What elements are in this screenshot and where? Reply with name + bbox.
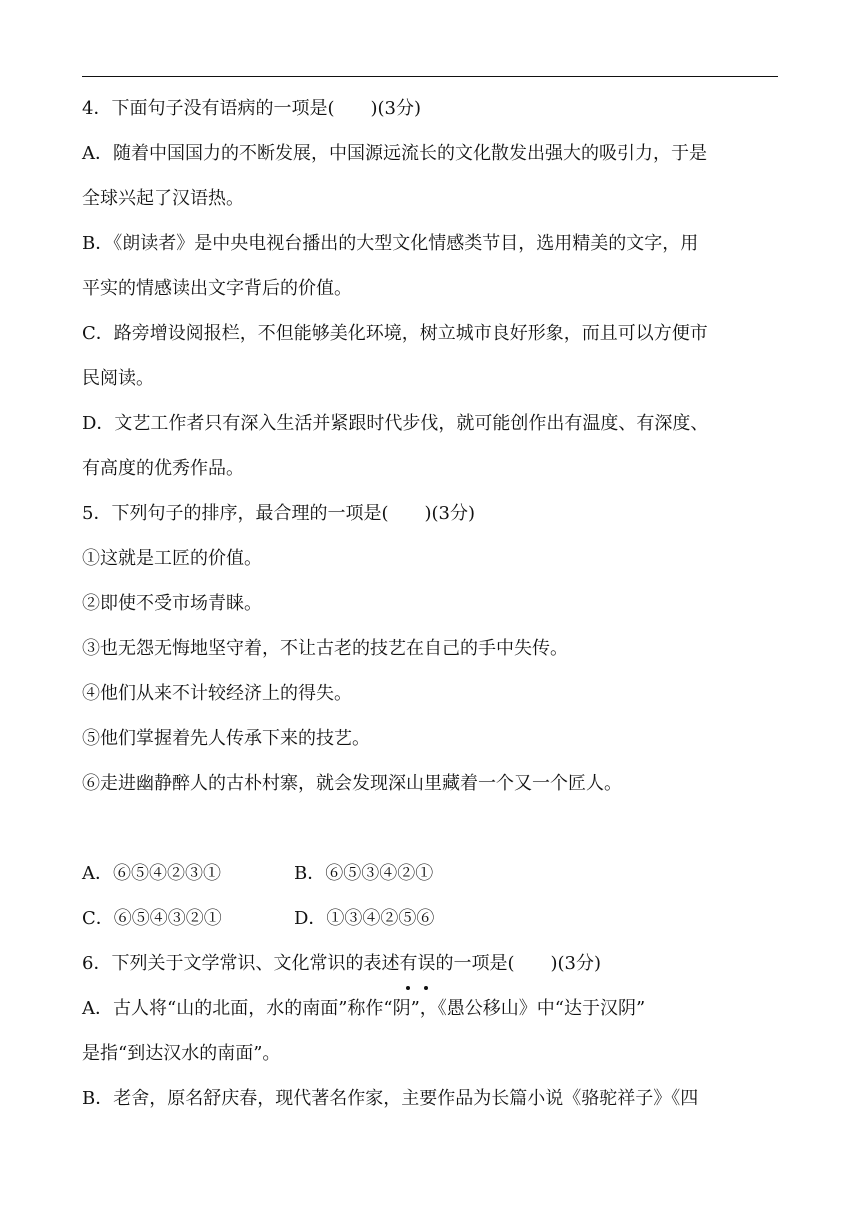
blank-gap [82,806,782,851]
q5-options-row-2 [82,896,782,941]
q5-option-b: B．⑥⑤③④②① [294,863,434,884]
q5-sentence-2: ②即使不受市场青睐。 [82,593,262,614]
q4-option-c-line2: 民阅读。 [82,368,154,389]
q6-stem-end: 的一项是( )(3分) [435,953,601,974]
q5-option-d: D．①③④②⑤⑥ [294,908,435,929]
emphasis-dot-char-2: 误 [417,941,435,986]
q4-option-d-line2: 有高度的优秀作品。 [82,458,244,479]
q5-sentence-6: ⑥走进幽静醉人的古朴村寨，就会发现深山里藏着一个又一个匠人。 [82,773,622,794]
emphasis-dot-char-1: 有 [399,941,417,986]
q4-option-b-line2: 平实的情感读出文字背后的价值。 [82,278,352,299]
q6-option-a-line1: A．古人将“山的北面，水的南面”称作“阴”，《愚公移山》中“达于汉阴” [82,998,646,1019]
q6-option-a-line2: 是指“到达汉水的南面”。 [82,1043,281,1064]
q4-option-d-line1: D．文艺工作者只有深入生活并紧跟时代步伐，就可能创作出有温度、有深度、 [82,413,709,434]
q6-stem-start: 6．下列关于文学常识、文化常识的表述 [82,953,400,974]
q4-option-c-line1: C．路旁增设阅报栏，不但能够美化环境，树立城市良好形象，而且可以方便市 [82,323,708,344]
q5-option-c: C．⑥⑤④③②① [82,908,222,929]
q6-stem [82,941,782,986]
header-rule [82,76,778,77]
q5-sentence-5: ⑤他们掌握着先人传承下来的技艺。 [82,728,370,749]
q5-sentence-1: ①这就是工匠的价值。 [82,548,262,569]
q5-sentence-3: ③也无怨无悔地坚守着，不让古老的技艺在自己的手中失传。 [82,638,568,659]
q5-sentence-4: ④他们从来不计较经济上的得失。 [82,683,352,704]
q4-stem: 4．下面句子没有语病的一项是( )(3分) [82,98,421,119]
q5-options-row-1 [82,851,782,896]
q4-option-a-line2: 全球兴起了汉语热。 [82,188,244,209]
q5-stem: 5．下列句子的排序，最合理的一项是( )(3分) [82,503,475,524]
q4-option-a-line1: A．随着中国国力的不断发展，中国源远流长的文化散发出强大的吸引力，于是 [82,143,707,164]
q5-option-a: A．⑥⑤④②③① [82,863,221,884]
q6-option-b-line1: B．老舍，原名舒庆春，现代著名作家，主要作品为长篇小说《骆驼祥子》《四 [82,1088,699,1109]
q4-option-b-line1: B．《朗读者》是中央电视台播出的大型文化情感类节目，选用精美的文字，用 [82,233,699,254]
exam-page [82,86,782,1121]
